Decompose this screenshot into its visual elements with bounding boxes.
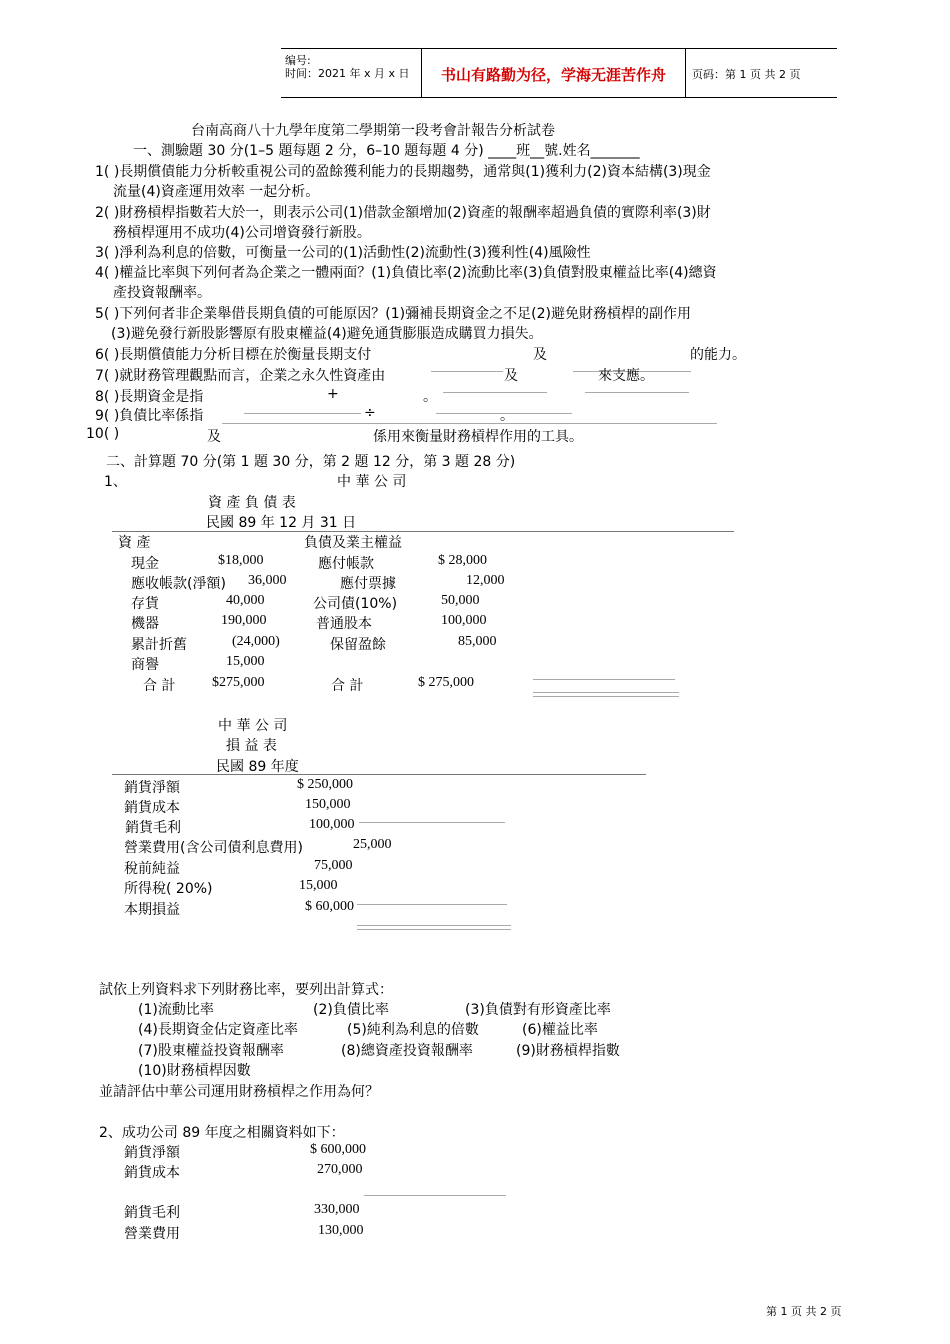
question-8-end: 。 — [423, 389, 437, 405]
asset-value: 15,000 — [226, 654, 265, 669]
liabilities-heading: 負債及業主權益 — [304, 535, 402, 551]
question-1-line-1: 1( )長期償債能力分析較重視公司的盈餘獲利能力的長期趨勢，通常與(1)獲利力(2)資本結構(3)現金 — [95, 164, 711, 180]
asset-label: 存貨 — [131, 596, 159, 612]
footer-page-number: 第 1 页 共 2 页 — [766, 1305, 842, 1318]
assets-heading: 資 產 — [118, 535, 151, 551]
liability-label: 應付票據 — [340, 576, 396, 592]
balance-sheet-date: 民國 89 年 12 月 31 日 — [206, 515, 357, 531]
income-statement-rule — [112, 774, 646, 775]
question-2-line-1: 2( )財務槓桿指數若大於一，則表示公司(1)借款金額增加(2)資產的報酬率超過負債的實際利率(3)財 — [95, 205, 711, 221]
asset-value: (24,000) — [232, 634, 280, 649]
ratio-item: (10)財務槓桿因數 — [138, 1063, 251, 1079]
header-meta — [281, 49, 422, 97]
liability-label: 公司債(10%) — [313, 596, 398, 612]
q2-value: 130,000 — [318, 1223, 364, 1238]
question-7-end: 來支應。 — [598, 368, 654, 384]
ratio-item: (2)負債比率 — [313, 1002, 389, 1018]
question-4-line-2: 產投資報酬率。 — [113, 285, 211, 301]
income-value: $ 60,000 — [305, 899, 354, 914]
asset-value: $18,000 — [218, 553, 264, 568]
asset-label: 機器 — [131, 616, 159, 632]
question-4-line-1: 4( )權益比率與下列何者為企業之一體兩面？(1)負債比率(2)流動比率(3)負債對股東權益比率(4)總資 — [95, 265, 717, 281]
balance-sheet-company: 中 華 公 司 — [337, 474, 407, 490]
liability-label: 普通股本 — [316, 616, 372, 632]
liability-value: 85,000 — [458, 634, 497, 649]
ratios-intro: 試依上列資料求下列財務比率，要列出計算式： — [99, 982, 393, 998]
total-double-rule-1 — [533, 692, 679, 693]
q2-value: $ 600,000 — [310, 1142, 366, 1157]
ratio-item: (1)流動比率 — [138, 1002, 214, 1018]
question-10-end: 係用來衡量財務槓桿作用的工具。 — [373, 429, 583, 445]
q2-value: 270,000 — [317, 1162, 363, 1177]
liabilities-total-value: $ 275,000 — [418, 675, 474, 690]
income-value: $ 250,000 — [297, 777, 353, 792]
header-page-cell — [686, 49, 836, 97]
q2-value: 330,000 — [314, 1202, 360, 1217]
income-label: 本期損益 — [124, 902, 180, 918]
question-10-and: 及 — [207, 429, 221, 445]
question-6-end: 的能力。 — [690, 347, 746, 363]
question-8-plus: + — [327, 386, 339, 402]
ratio-item: (9)財務槓桿指數 — [516, 1043, 620, 1059]
section-2-heading: 二、計算題 70 分(第 1 題 30 分，第 2 題 12 分，第 3 題 28 分) — [106, 454, 516, 470]
income-value: 75,000 — [314, 858, 353, 873]
q2-label: 營業費用 — [124, 1226, 180, 1242]
net-income-double-rule-2 — [357, 929, 511, 930]
question-2-line-2: 務槓桿運用不成功(4)公司增資發行新股。 — [113, 225, 371, 241]
question-9-end: 。 — [500, 408, 514, 424]
q2-label: 銷貨毛利 — [124, 1205, 180, 1221]
number-label: 编号: — [285, 54, 311, 67]
page-label: 页码：第 1 页 共 2 页 — [692, 68, 801, 81]
ratio-item: (7)股東權益投資報酬率 — [138, 1043, 284, 1059]
income-label: 銷貨毛利 — [125, 820, 181, 836]
question-5-line-1: 5( )下列何者非企業舉借長期負債的可能原因？(1)彌補長期資金之不足(2)避免財務槓桿的副作用 — [95, 306, 691, 322]
question-8-blank-1 — [443, 392, 547, 393]
gross-profit-rule — [359, 822, 505, 823]
asset-label: 現金 — [131, 556, 159, 572]
liability-value: 50,000 — [441, 593, 480, 608]
liability-value: 12,000 — [466, 573, 505, 588]
ratio-item: (3)負債對有形資產比率 — [465, 1002, 611, 1018]
question-9-divide: ÷ — [364, 405, 376, 421]
ratio-item: (8)總資產投資報酬率 — [341, 1043, 473, 1059]
calc-question-2-intro: 2、成功公司 89 年度之相關資料如下： — [99, 1125, 345, 1141]
income-label: 所得稅( 20%) — [124, 881, 213, 897]
net-income-double-rule-1 — [357, 925, 511, 926]
ratio-item: (5)純利為利息的倍數 — [347, 1022, 479, 1038]
question-10-text: 10( ) — [86, 426, 120, 442]
balance-sheet-rule — [112, 531, 734, 532]
question-8-text: 8( )長期資金是指 — [95, 389, 204, 405]
income-label: 營業費用(含公司債利息費用) — [124, 840, 303, 856]
assets-total-label: 合 計 — [143, 678, 176, 694]
asset-value: 190,000 — [221, 613, 267, 628]
ratios-evaluate: 並請評估中華公司運用財務槓桿之作用為何？ — [99, 1084, 379, 1100]
liabilities-total-label: 合 計 — [331, 678, 364, 694]
asset-value: 36,000 — [248, 573, 287, 588]
question-5-line-2: (3)避免發行新股影響原有股東權益(4)避免通貨膨脹造成購買力損失。 — [111, 326, 543, 342]
liability-value: 100,000 — [441, 613, 487, 628]
income-statement-company: 中 華 公 司 — [218, 718, 288, 734]
header-motto-cell — [422, 49, 686, 97]
income-value: 150,000 — [305, 797, 351, 812]
asset-label: 應收帳款(淨額) — [131, 576, 226, 592]
section-1-heading: 一、測驗題 30 分(1–5 題每題 2 分，6–10 題每題 4 分) ____班__號.姓名_______ — [133, 143, 640, 159]
income-value: 25,000 — [353, 837, 392, 852]
time-label: 时间：2021 年 x 月 x 日 — [285, 67, 410, 80]
question-6-text: 6( )長期償債能力分析目標在於衡量長期支付 — [95, 347, 372, 363]
assets-total-value: $275,000 — [212, 675, 265, 690]
question-8-blank-2 — [585, 392, 689, 393]
liability-label: 應付帳款 — [318, 556, 374, 572]
income-value: 15,000 — [299, 878, 338, 893]
asset-value: 40,000 — [226, 593, 265, 608]
question-9-text: 9( )負債比率係指 — [95, 408, 204, 424]
question-3: 3( )淨利為利息的倍數，可衡量一公司的(1)活動性(2)流動性(3)獲利性(4)風險性 — [95, 245, 591, 261]
question-9-blank-1 — [244, 413, 361, 414]
income-value: 100,000 — [309, 817, 355, 832]
question-7-and: 及 — [504, 368, 518, 384]
income-statement-date: 民國 89 年度 — [216, 759, 299, 775]
motto: 书山有路勤为径，学海无涯苦作舟 — [440, 66, 666, 84]
question-7-blank-1 — [431, 371, 503, 372]
total-double-rule-2 — [533, 696, 679, 697]
asset-label: 累計折舊 — [131, 637, 187, 653]
liability-value: $ 28,000 — [438, 553, 487, 568]
asset-label: 商譽 — [131, 657, 159, 673]
income-label: 稅前純益 — [124, 861, 180, 877]
ratio-item: (6)權益比率 — [522, 1022, 598, 1038]
balance-sheet-title: 資 產 負 債 表 — [208, 495, 296, 511]
question-7-text: 7( )就財務管理觀點而言，企業之永久性資產由 — [95, 368, 386, 384]
q2-label: 銷貨成本 — [124, 1165, 180, 1181]
question-6-and: 及 — [533, 347, 547, 363]
income-statement-title: 損 益 表 — [226, 738, 277, 754]
q2-gross-profit-rule — [364, 1195, 506, 1196]
income-label: 銷貨淨額 — [124, 780, 180, 796]
net-income-single-rule — [357, 904, 507, 905]
liability-label: 保留盈餘 — [330, 637, 386, 653]
total-single-rule — [533, 679, 675, 680]
question-10-blank-line — [222, 423, 717, 424]
q2-label: 銷貨淨額 — [124, 1145, 180, 1161]
calc-question-1-number: 1、 — [104, 474, 127, 490]
page-header — [281, 48, 837, 98]
exam-title: 台南高商八十九學年度第二學期第一段考會計報告分析試卷 — [191, 123, 555, 139]
ratio-item: (4)長期資金佔定資產比率 — [138, 1022, 298, 1038]
question-1-line-2: 流量(4)資產運用效率 一起分析。 — [113, 184, 320, 200]
income-label: 銷貨成本 — [124, 800, 180, 816]
